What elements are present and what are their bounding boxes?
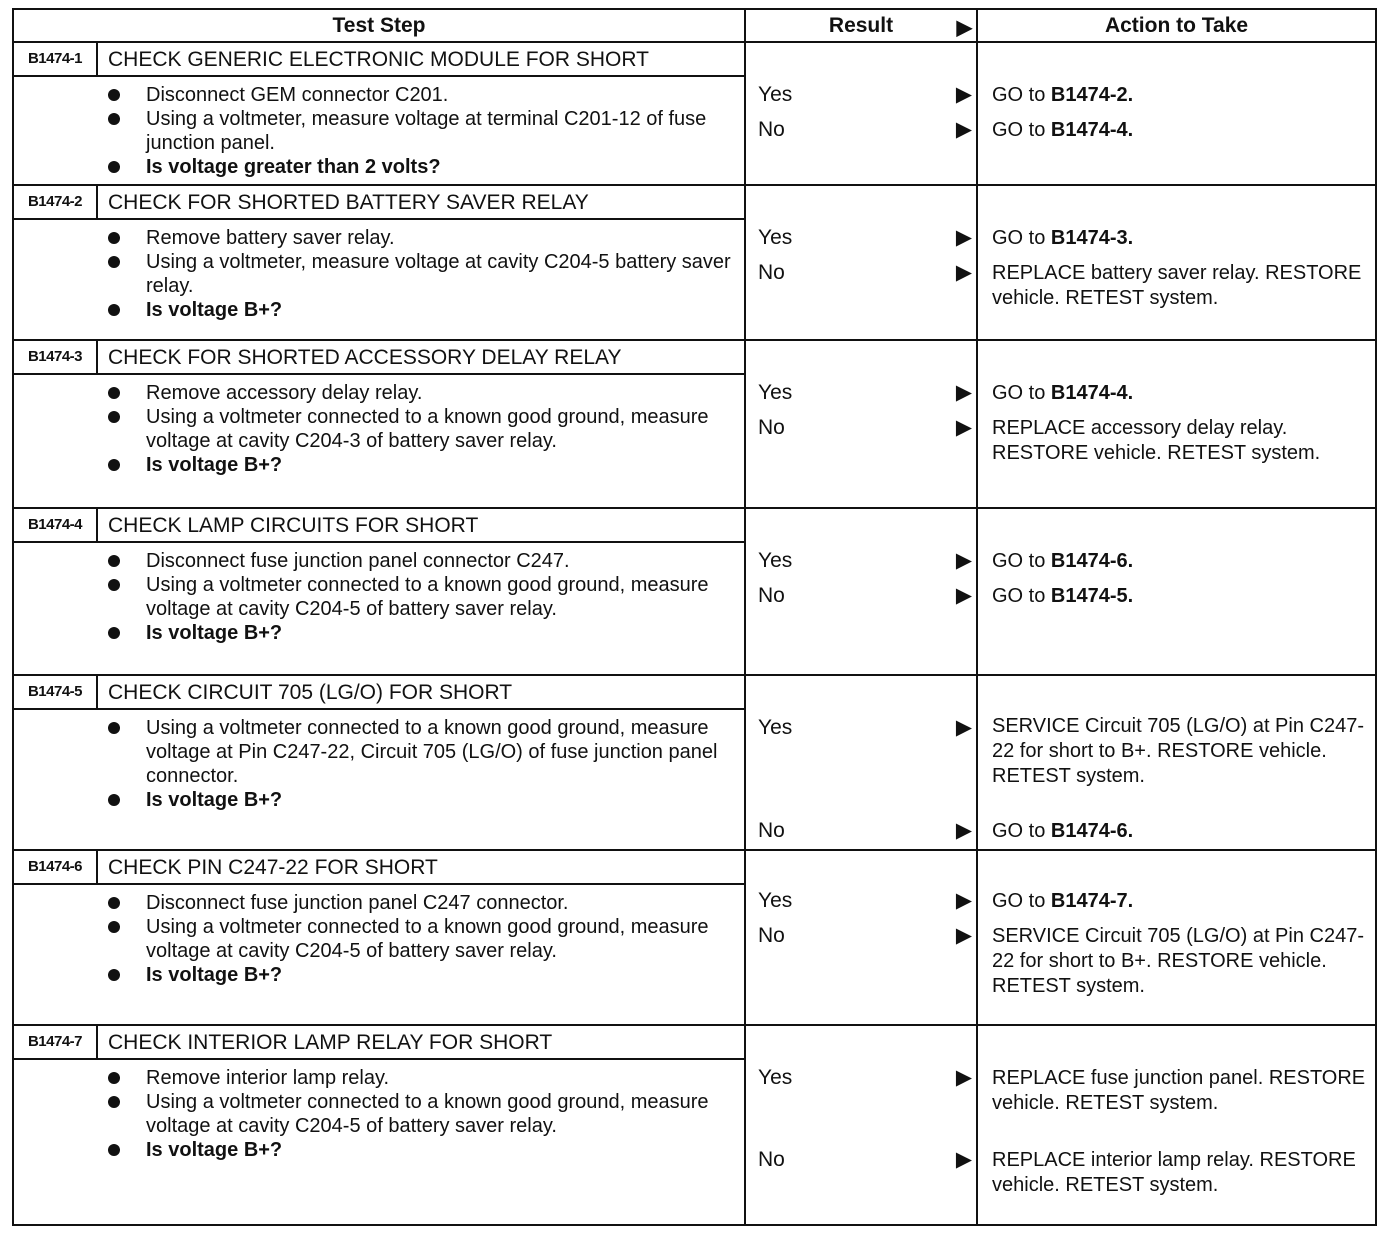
arrow-right-icon: ▶ [955,924,972,947]
bullet-item [108,891,736,915]
action-yes: REPLACE fuse junction panel. RESTORE vehicle. RETEST system. [992,1067,1366,1114]
step-title: CHECK GENERIC ELECTRONIC MODULE FOR SHORT [108,48,650,71]
step-bullets [14,1060,744,1166]
step-id: B1474-7 [14,1026,98,1058]
action-no-prefix: GO to [992,820,1051,842]
action-no-ref: B1474-6. [1050,820,1134,842]
step-row [13,1025,1376,1225]
bullet-text: Is voltage B+? [146,454,283,476]
action-yes-prefix: GO to [992,550,1051,572]
action-no: REPLACE interior lamp relay. RESTORE vehicle. RETEST system. [992,1149,1356,1196]
action-no: REPLACE battery saver relay. RESTORE vehicle. RETEST system. [992,262,1362,309]
bullet-item [108,915,736,963]
bullet-icon [108,1096,120,1108]
arrow-right-icon: ▶ [955,381,972,404]
result-yes [758,547,974,575]
arrow-right-icon: ▶ [955,716,972,739]
result-yes-label: Yes [758,716,793,739]
action-no: REPLACE accessory delay relay. RESTORE vehicle. RETEST system. [992,417,1321,464]
step-cell [13,1025,745,1225]
step-header [14,509,744,543]
arrow-right-icon: ▶ [955,549,972,572]
action-cell [977,850,1376,1025]
result-no [758,817,974,845]
action-yes [992,226,1369,251]
step-header [14,1026,744,1060]
result-no [758,414,974,442]
header-result-label: Result [828,13,894,37]
result-yes-label: Yes [758,1066,793,1089]
step-bullets [14,885,744,991]
bullet-text: Using a voltmeter connected to a known good ground, measure voltage at Pin C247-22, Circuit 705 (LG/O) of fuse junction panel connector. [146,717,718,787]
bullet-text: Remove interior lamp relay. [146,1067,390,1089]
step-title: CHECK INTERIOR LAMP RELAY FOR SHORT [108,1031,553,1054]
result-yes [758,379,974,407]
arrow-right-icon: ▶ [955,819,972,842]
step-cell [13,508,745,675]
bullet-icon [108,555,120,567]
result-yes-label: Yes [758,549,793,572]
bullet-item [108,573,736,621]
step-bullets [14,220,744,326]
action-yes-ref: B1474-7. [1050,890,1134,912]
step-id: B1474-1 [14,43,98,75]
action-yes-ref: B1474-6. [1050,550,1134,572]
bullet-icon [108,113,120,125]
bullet-text: Using a voltmeter connected to a known good ground, measure voltage at cavity C204-5 of battery saver relay. [146,916,709,962]
step-cell [13,675,745,850]
action-yes [992,83,1369,108]
step-bullets [14,710,744,816]
bullet-item [108,381,736,405]
bullet-icon [108,459,120,471]
bullet-icon [108,387,120,399]
action-yes-prefix: GO to [992,890,1051,912]
step-row [13,850,1376,1025]
header-action: Action to Take [977,9,1376,42]
bullet-text: Is voltage greater than 2 volts? [146,156,441,178]
bullet-item [108,549,736,573]
bullet-icon [108,722,120,734]
result-no [758,1146,974,1174]
action-no [992,819,1369,844]
step-id: B1474-6 [14,851,98,883]
action-no-ref: B1474-5. [1050,585,1134,607]
step-bullets [14,543,744,649]
action-cell [977,1025,1376,1225]
bullet-text: Disconnect fuse junction panel connector C247. [146,550,570,572]
step-header [14,676,744,710]
arrow-right-icon: ▶ [955,889,972,912]
bullet-icon [108,794,120,806]
result-cell [745,185,977,340]
step-cell [13,850,745,1025]
result-yes-label: Yes [758,889,793,912]
action-yes [992,889,1369,914]
step-title: CHECK CIRCUIT 705 (LG/O) FOR SHORT [108,681,513,704]
bullet-item-question [108,963,736,987]
step-header [14,186,744,220]
bullet-text: Is voltage B+? [146,964,283,986]
bullet-item [108,226,736,250]
result-cell [745,340,977,508]
bullet-icon [108,1072,120,1084]
action-no-ref: B1474-4. [1050,119,1134,141]
header-test-step: Test Step [13,9,745,42]
step-cell [13,340,745,508]
arrow-right-icon: ▶ [955,83,972,106]
action-yes-prefix: GO to [992,382,1051,404]
step-cell [13,185,745,340]
arrow-right-icon: ▶ [955,226,972,249]
diagnostic-table [12,8,1377,1226]
bullet-item [108,1066,736,1090]
step-title: CHECK PIN C247-22 FOR SHORT [108,856,438,879]
action-cell [977,340,1376,508]
result-no-label: No [758,1148,785,1171]
result-cell [745,850,977,1025]
result-yes [758,81,974,109]
step-title: CHECK FOR SHORTED BATTERY SAVER RELAY [108,191,589,214]
bullet-icon [108,897,120,909]
bullet-text: Remove battery saver relay. [146,227,395,249]
bullet-icon [108,579,120,591]
arrow-right-icon: ▶ [955,1066,972,1089]
bullet-icon [108,1144,120,1156]
result-yes-label: Yes [758,381,793,404]
result-no [758,922,974,950]
header-result [745,9,977,42]
result-no-label: No [758,819,785,842]
result-yes-label: Yes [758,83,793,106]
bullet-icon [108,627,120,639]
step-id: B1474-2 [14,186,98,218]
bullet-icon [108,969,120,981]
result-no-label: No [758,924,785,947]
step-title: CHECK LAMP CIRCUITS FOR SHORT [108,514,479,537]
result-cell [745,675,977,850]
bullet-item-question [108,788,736,812]
result-cell [745,42,977,185]
bullet-item [108,107,736,155]
result-yes [758,714,974,742]
bullet-item [108,716,736,788]
action-cell [977,508,1376,675]
bullet-text: Is voltage B+? [146,299,283,321]
result-no-label: No [758,261,785,284]
action-yes-ref: B1474-3. [1050,227,1134,249]
bullet-item-question [108,298,736,322]
bullet-text: Is voltage B+? [146,789,283,811]
bullet-icon [108,411,120,423]
step-bullets [14,375,744,481]
arrow-right-icon: ▶ [956,17,972,39]
action-no [992,584,1369,609]
action-cell [977,675,1376,850]
step-row [13,508,1376,675]
step-id: B1474-3 [14,341,98,373]
action-no-prefix: GO to [992,585,1051,607]
arrow-right-icon: ▶ [955,416,972,439]
bullet-item-question [108,155,736,179]
bullet-item [108,405,736,453]
action-cell [977,42,1376,185]
step-row [13,675,1376,850]
bullet-item [108,1090,736,1138]
action-no: SERVICE Circuit 705 (LG/O) at Pin C247-22 for short to B+. RESTORE vehicle. RETEST system. [992,925,1364,997]
action-cell [977,185,1376,340]
action-no-prefix: GO to [992,119,1051,141]
action-no [992,118,1369,143]
result-yes-label: Yes [758,226,793,249]
bullet-item-question [108,621,736,645]
bullet-text: Using a voltmeter, measure voltage at terminal C201-12 of fuse junction panel. [146,108,707,154]
bullet-icon [108,921,120,933]
action-yes: SERVICE Circuit 705 (LG/O) at Pin C247-22 for short to B+. RESTORE vehicle. RETEST system. [992,715,1364,787]
action-yes-prefix: GO to [992,227,1051,249]
bullet-icon [108,232,120,244]
bullet-text: Using a voltmeter, measure voltage at cavity C204-5 battery saver relay. [146,251,731,297]
result-no [758,259,974,287]
step-id: B1474-5 [14,676,98,708]
action-yes [992,549,1369,574]
step-row [13,340,1376,508]
bullet-text: Is voltage B+? [146,1139,283,1161]
header-row [13,9,1376,42]
bullet-text: Remove accessory delay relay. [146,382,423,404]
arrow-right-icon: ▶ [955,261,972,284]
action-yes [992,381,1369,406]
result-no [758,582,974,610]
step-id: B1474-4 [14,509,98,541]
step-bullets [14,77,744,183]
result-cell [745,1025,977,1225]
bullet-icon [108,89,120,101]
result-no-label: No [758,416,785,439]
bullet-text: Disconnect fuse junction panel C247 connector. [146,892,569,914]
bullet-item [108,83,736,107]
step-title: CHECK FOR SHORTED ACCESSORY DELAY RELAY [108,346,622,369]
step-header [14,341,744,375]
bullet-item-question [108,1138,736,1162]
result-no [758,116,974,144]
result-yes [758,887,974,915]
bullet-text: Using a voltmeter connected to a known good ground, measure voltage at cavity C204-5 of battery saver relay. [146,1091,709,1137]
bullet-text: Disconnect GEM connector C201. [146,84,449,106]
bullet-item [108,250,736,298]
step-header [14,43,744,77]
bullet-text: Using a voltmeter connected to a known good ground, measure voltage at cavity C204-5 of battery saver relay. [146,574,709,620]
step-row [13,185,1376,340]
result-yes [758,224,974,252]
result-no-label: No [758,584,785,607]
bullet-text: Is voltage B+? [146,622,283,644]
action-yes-prefix: GO to [992,84,1051,106]
action-yes-ref: B1474-4. [1050,382,1134,404]
result-yes [758,1064,974,1092]
bullet-text: Using a voltmeter connected to a known good ground, measure voltage at cavity C204-3 of battery saver relay. [146,406,709,452]
bullet-icon [108,304,120,316]
arrow-right-icon: ▶ [955,584,972,607]
bullet-item-question [108,453,736,477]
action-yes-ref: B1474-2. [1050,84,1134,106]
arrow-right-icon: ▶ [955,118,972,141]
step-header [14,851,744,885]
step-row [13,42,1376,185]
result-no-label: No [758,118,785,141]
result-cell [745,508,977,675]
arrow-right-icon: ▶ [955,1148,972,1171]
step-cell [13,42,745,185]
bullet-icon [108,256,120,268]
bullet-icon [108,161,120,173]
